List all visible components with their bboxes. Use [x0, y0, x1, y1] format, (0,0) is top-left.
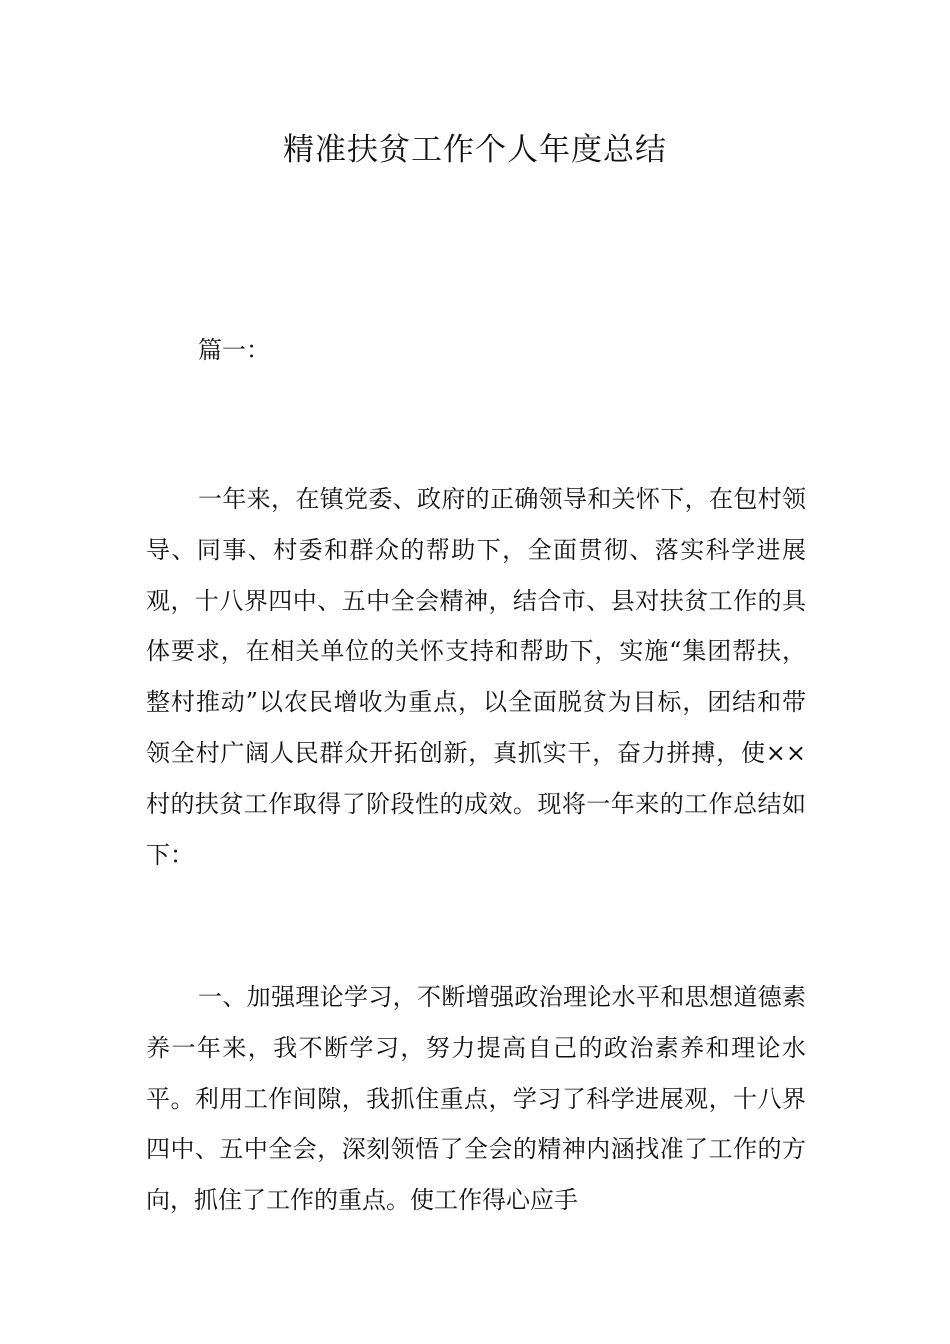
paragraph-intro: 一年来，在镇党委、政府的正确领导和关怀下，在包村领导、同事、村委和群众的帮助下，全面贯彻、落实科学进展观，十八界四中、五中全会精神，结合市、县对扶贫工作的具体要求，在相关单位的关怀支持和帮助下，实施“集团帮扶，整村推动”以农民增收为重点，以全面脱贫为目标，团结和带领全村广阔人民群众开拓创新，真抓实干，奋力拼搏，使××村的扶贫工作取得了阶段性的成效。现将一年来的工作总结如下：: [146, 485, 806, 869]
paragraph-theory-study: 一、加强理论学习，不断增强政治理论水平和思想道德素养一年来，我不断学习，努力提高自己的政治素养和理论水平。利用工作间隙，我抓住重点，学习了科学进展观，十八界四中、五中全会，深刻领悟了全会的精神内涵找准了工作的方向，抓住了工作的重点。使工作得心应手: [146, 983, 806, 1215]
section-label: 篇一：: [198, 336, 270, 364]
document-title: 精准扶贫工作个人年度总结: [283, 132, 667, 168]
